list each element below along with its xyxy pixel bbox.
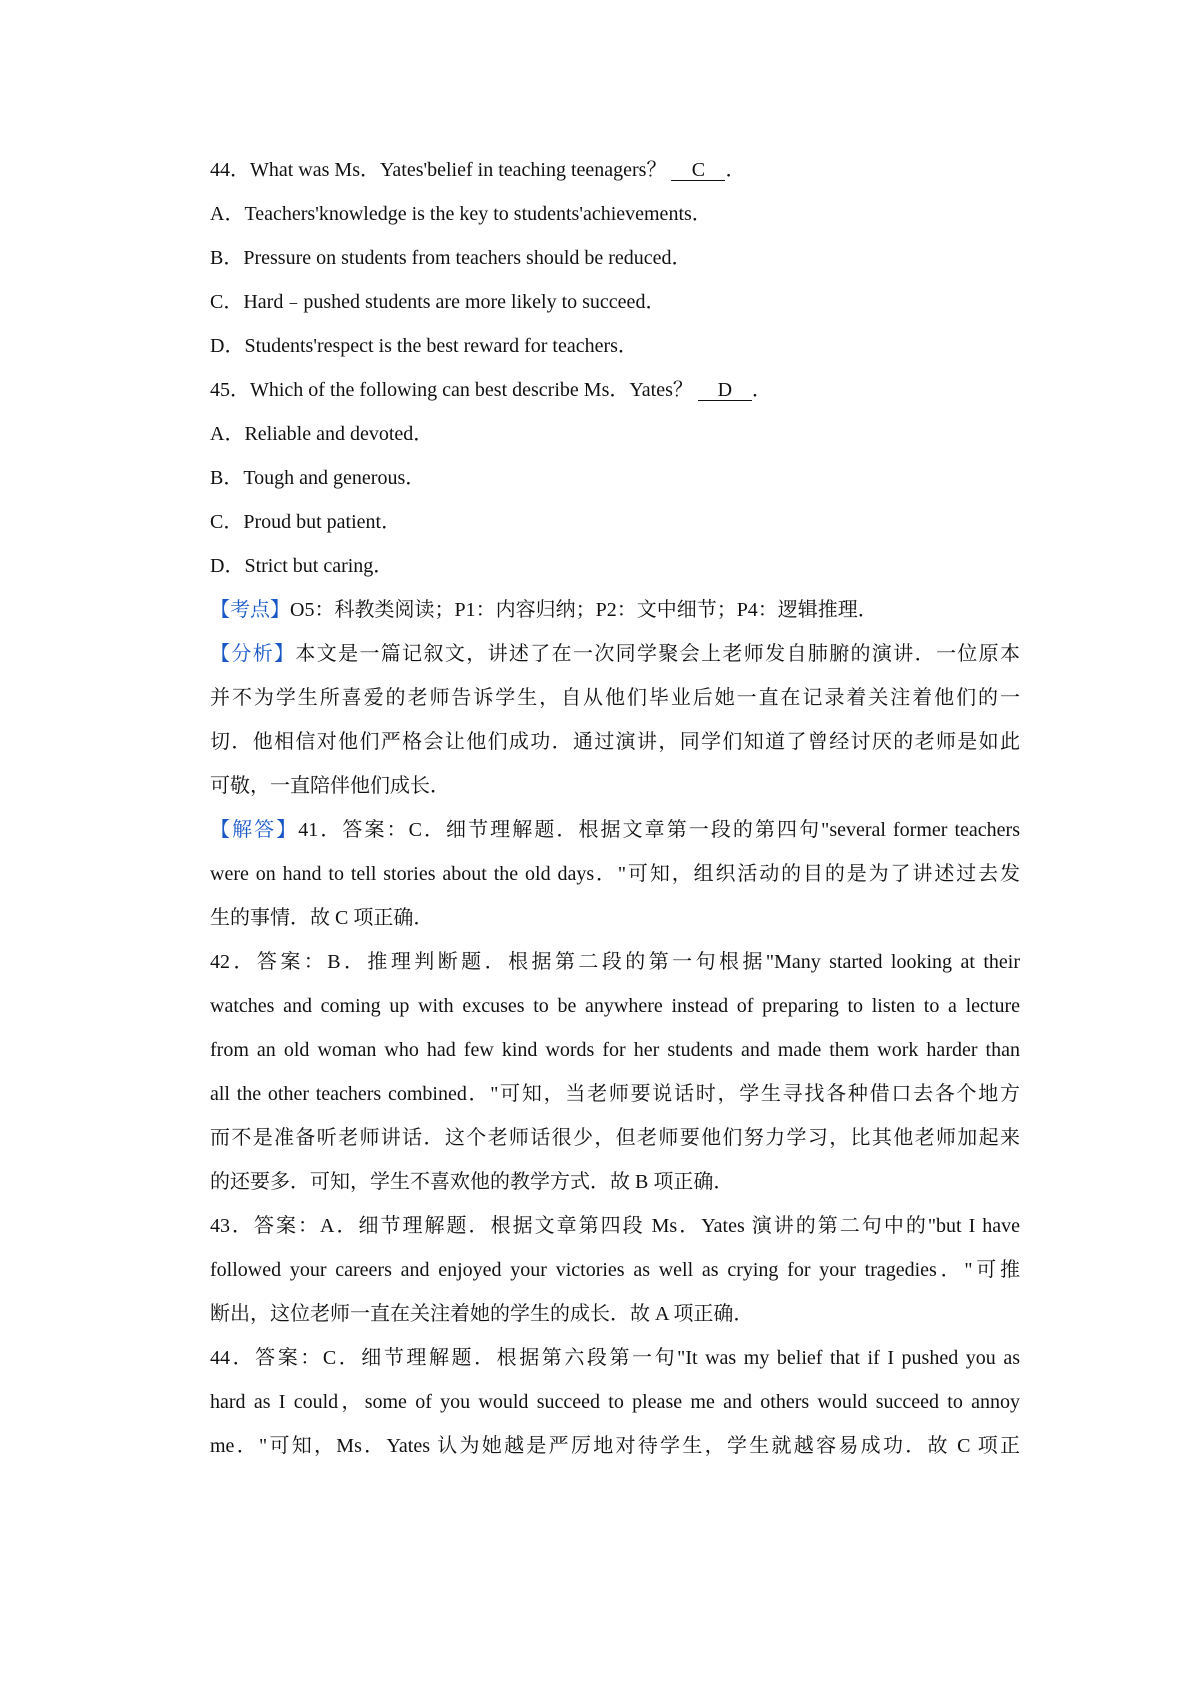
q44-option-b: B．Pressure on students from teachers should be reduced． [210,247,692,269]
jieda-line-13: 44．答案：C．细节理解题．根据第六段第一句"It was my belief that if I pushed you as [210,1347,1020,1369]
jieda-line-1 [210,818,1020,842]
q44-option-c: C．Hard﹣pushed students are more likely to succeed． [210,291,666,313]
fenxi-text-1: 本文是一篇记叙文，讲述了在一次同学聚会上老师发自肺腑的演讲．一位原本 [295,643,1021,665]
question-45-answer: D [698,380,752,401]
q44-option-d: D．Students'respect is the best reward for teachers． [210,335,638,357]
question-44-answer: C [671,160,725,181]
q45-option-c: C．Proud but patient． [210,511,402,533]
jieda-line-3: 生的事情．故 C 项正确． [210,907,434,929]
q45-option-a: A．Reliable and devoted． [210,423,434,445]
question-45-stem [210,378,1020,402]
question-44-stem [210,158,1020,182]
q45-option-d: D．Strict but caring． [210,555,394,577]
jieda-line-11: followed your careers and enjoyed your victories as well as crying for your tragedies．"可推 [210,1259,1020,1281]
kaodian-text: O5：科教类阅读；P1：内容归纳；P2：文中细节；P4：逻辑推理． [290,599,878,621]
jieda-line-2: were on hand to tell stories about the old days．"可知，组织活动的目的是为了讲述过去发 [210,863,1020,885]
fenxi-tag: 【分析】 [210,643,296,665]
jieda-line-7: all the other teachers combined．"可知，当老师要说话时，学生寻找各种借口去各个地方 [210,1083,1020,1105]
q45-option-b: B．Tough and generous． [210,467,426,489]
kaodian-tag: 【考点】 [210,599,290,621]
fenxi-line-2: 并不为学生所喜爱的老师告诉学生，自从他们毕业后她一直在记录着关注着他们的一 [210,687,1020,709]
jieda-line-5: watches and coming up with excuses to be anywhere instead of preparing to listen to a lecture [210,995,1020,1017]
jieda-line-14: hard as I could，some of you would succeed to please me and others would succeed to annoy [210,1391,1020,1413]
jieda-line-9: 的还要多．可知，学生不喜欢他的教学方式．故 B 项正确． [210,1171,734,1193]
jieda-line-12: 断出，这位老师一直在关注着她的学生的成长．故 A 项正确． [210,1303,754,1325]
question-44-end: ． [725,159,746,181]
fenxi-line-3: 切．他相信对他们严格会让他们成功．通过演讲，同学们知道了曾经讨厌的老师是如此 [210,731,1020,753]
question-45-end: ． [751,379,772,401]
kaodian-line [210,598,1020,622]
jieda-line-8: 而不是准备听老师讲话．这个老师话很少，但老师要他们努力学习，比其他老师加起来 [210,1127,1020,1149]
q44-option-a: A．Teachers'knowledge is the key to students'achievements． [210,203,712,225]
jieda-line-15: me．"可知，Ms．Yates 认为她越是严厉地对待学生，学生就越容易成功．故 C 项正 [210,1435,1020,1457]
jieda-tag: 【解答】 [210,819,299,841]
fenxi-line-1 [210,642,1020,666]
fenxi-line-4: 可敬，一直陪伴他们成长． [210,775,450,797]
jieda-text-1: 41．答案：C．细节理解题．根据文章第一段的第四句"several former teachers [298,819,1021,841]
jieda-line-10: 43．答案：A．细节理解题．根据文章第四段 Ms．Yates 演讲的第二句中的"but I have [210,1215,1020,1237]
question-44-text: 44．What was Ms．Yates'belief in teaching teenagers？ [210,159,667,181]
jieda-line-4: 42．答案：B．推理判断题．根据第二段的第一句根据"Many started looking at their [210,951,1020,973]
question-45-text: 45．Which of the following can best describe Ms．Yates？ [210,379,693,401]
jieda-line-6: from an old woman who had few kind words for her students and made them work harder than [210,1039,1020,1061]
